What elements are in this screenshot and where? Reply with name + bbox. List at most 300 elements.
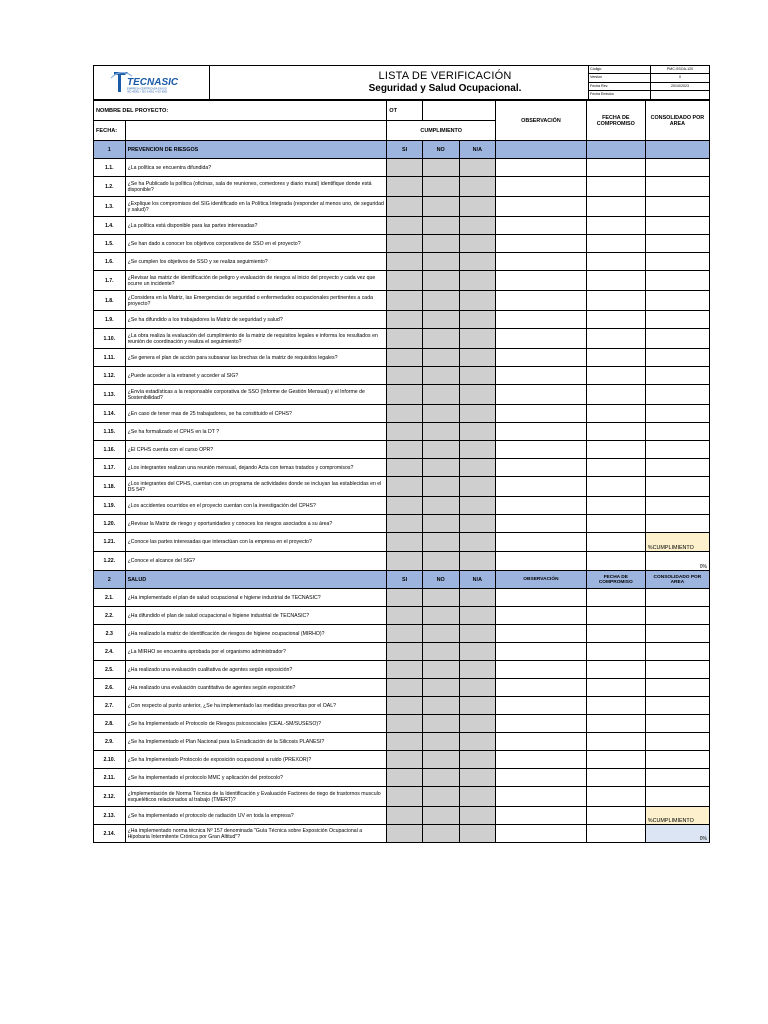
answer-si-cell[interactable] [387,769,423,787]
answer-si-cell[interactable] [387,679,423,697]
checklist-row [94,515,710,533]
checklist-row [94,825,710,843]
observation-cell[interactable] [496,253,587,271]
answer-no-cell[interactable] [422,177,459,197]
observation-cell[interactable] [496,405,587,423]
consolidated-cell [645,367,709,385]
item-number: 1.15. [94,423,126,441]
answer-na-cell[interactable] [459,329,496,349]
answer-si-cell[interactable] [387,697,423,715]
item-number: 2.3 [94,625,126,643]
item-question: ¿Ha realizado una evaluación cualitativa de agentes según exposición? [125,661,387,679]
answer-na-cell[interactable] [459,177,496,197]
section-header-row [94,141,710,159]
answer-no-cell[interactable] [422,515,459,533]
item-number: 2.8. [94,715,126,733]
answer-no-cell[interactable] [422,607,459,625]
answer-no-cell[interactable] [422,807,459,825]
answer-no-cell[interactable] [422,679,459,697]
section-title: SALUD [125,571,387,589]
consolidated-cell [645,271,709,291]
answer-na-cell[interactable] [459,385,496,405]
checklist-row [94,533,710,552]
answer-no-cell[interactable] [422,253,459,271]
commitment-date-cell[interactable] [586,441,645,459]
observation-cell[interactable] [496,311,587,329]
commitment-date-cell[interactable] [586,661,645,679]
commitment-date-cell[interactable] [586,497,645,515]
answer-si-cell[interactable] [387,515,423,533]
checklist-row [94,459,710,477]
answer-no-cell[interactable] [422,291,459,311]
commitment-date-cell[interactable] [586,177,645,197]
answer-na-cell[interactable] [459,515,496,533]
date-field[interactable] [125,121,387,141]
observation-cell[interactable] [496,807,587,825]
answer-si-cell[interactable] [387,385,423,405]
answer-na-cell[interactable] [459,197,496,217]
answer-si-cell[interactable] [387,715,423,733]
item-number: 1.1. [94,159,126,177]
ot-field[interactable] [422,101,495,121]
answer-no-cell[interactable] [422,715,459,733]
meta-row [588,91,709,99]
commitment-date-cell[interactable] [586,607,645,625]
answer-no-cell[interactable] [422,697,459,715]
answer-na-cell[interactable] [459,769,496,787]
meta-key: Código [589,66,651,73]
answer-si-cell[interactable] [387,405,423,423]
answer-si-cell[interactable] [387,253,423,271]
meta-row [588,83,709,91]
consolidated-cell [645,661,709,679]
observation-cell[interactable] [496,787,587,807]
answer-no-cell[interactable] [422,423,459,441]
observation-cell[interactable] [496,661,587,679]
checklist-row [94,807,710,825]
answer-si-cell[interactable] [387,235,423,253]
answer-no-cell[interactable] [422,197,459,217]
observation-cell[interactable] [496,217,587,235]
observation-cell[interactable] [496,367,587,385]
answer-no-cell[interactable] [422,769,459,787]
checklist-row [94,291,710,311]
answer-si-cell[interactable] [387,459,423,477]
consolidated-cell [645,751,709,769]
commitment-date-cell[interactable] [586,329,645,349]
item-question: ¿Se ha implementado el protocolo de radiación UV en toda la empresa? [125,807,387,825]
item-question: ¿Se genera el plan de acción para subsanar las brechas de la matriz de requisitos legales? [125,349,387,367]
answer-si-cell[interactable] [387,177,423,197]
consolidated-cell [645,235,709,253]
observation-header: OBSERVACIÓN [496,101,587,141]
compliance-percent-label: %CUMPLIMIENTO [645,807,709,825]
answer-na-cell[interactable] [459,643,496,661]
observation-cell[interactable] [496,385,587,405]
commitment-date-cell[interactable] [586,423,645,441]
consolidated-cell [645,349,709,367]
observation-cell[interactable] [496,497,587,515]
checklist-row [94,271,710,291]
answer-si-cell[interactable] [387,733,423,751]
observation-cell[interactable] [496,715,587,733]
consolidated-cell [645,159,709,177]
answer-si-cell[interactable] [387,807,423,825]
answer-na-cell[interactable] [459,589,496,607]
logo-sub1: EMPRESA CERTIFICADA EN ISO [127,87,167,91]
answer-si-cell[interactable] [387,625,423,643]
commitment-date-cell[interactable] [586,787,645,807]
answer-no-cell[interactable] [422,787,459,807]
observation-cell[interactable] [496,679,587,697]
answer-si-cell[interactable] [387,441,423,459]
section-title: PREVENCION DE RIESGOS [125,141,387,159]
answer-si-cell[interactable] [387,349,423,367]
observation-cell[interactable] [496,329,587,349]
answer-no-cell[interactable] [422,661,459,679]
commitment-date-cell[interactable] [586,197,645,217]
answer-na-cell[interactable] [459,625,496,643]
meta-key: Fecha Rev. [589,83,651,90]
commitment-date-cell[interactable] [586,643,645,661]
answer-no-cell[interactable] [422,477,459,497]
commitment-date-cell[interactable] [586,477,645,497]
answer-no-cell[interactable] [422,367,459,385]
answer-na-cell[interactable] [459,825,496,843]
item-question: ¿Revisar la Matriz de riesgo y oportunidades y conoces los riesgos asociados a su área? [125,515,387,533]
item-question: ¿Se ha formalizado el CPHS en la DT ? [125,423,387,441]
answer-si-cell[interactable] [387,477,423,497]
observation-cell[interactable] [496,515,587,533]
item-question: ¿Ha implementado norma técnica Nº 157 denominada "Guía Técnica sobre Exposición Ocupacional a Hipobaria Intermitente Crónica por Gran Altitud"? [125,825,387,843]
answer-no-cell[interactable] [422,643,459,661]
commitment-date-cell[interactable] [586,807,645,825]
commitment-date-cell[interactable] [586,625,645,643]
item-number: 1.5. [94,235,126,253]
document-header [93,65,710,100]
item-number: 1.18. [94,477,126,497]
answer-si-cell[interactable] [387,533,423,552]
answer-na-cell[interactable] [459,607,496,625]
item-question: ¿Se han dado a conocer los objetivos corporativos de SSO en el proyecto? [125,235,387,253]
item-question: ¿En caso de tener mas de 25 trabajadores, se ha constituido el CPHS? [125,405,387,423]
observation-cell[interactable] [496,291,587,311]
tecnasic-logo-icon [94,66,209,99]
commitment-date-cell[interactable] [586,385,645,405]
consolidated-cell [645,769,709,787]
answer-na-cell[interactable] [459,733,496,751]
checklist-row [94,235,710,253]
commitment-date-cell[interactable] [586,159,645,177]
answer-na-cell[interactable] [459,291,496,311]
item-number: 1.16. [94,441,126,459]
answer-na-cell[interactable] [459,423,496,441]
col-fecha: FECHA DE COMPROMISO [586,571,645,589]
answer-si-cell[interactable] [387,329,423,349]
consolidated-cell [645,715,709,733]
meta-value [651,91,709,99]
checklist-row [94,477,710,497]
document-meta [588,66,709,99]
answer-si-cell[interactable] [387,423,423,441]
answer-si-cell[interactable] [387,197,423,217]
observation-cell[interactable] [496,769,587,787]
item-number: 2.9. [94,733,126,751]
item-number: 1.14. [94,405,126,423]
answer-si-cell[interactable] [387,589,423,607]
answer-no-cell[interactable] [422,235,459,253]
item-question: ¿La política está disponible para las partes interesadas? [125,217,387,235]
answer-na-cell[interactable] [459,661,496,679]
answer-no-cell[interactable] [422,625,459,643]
answer-na-cell[interactable] [459,697,496,715]
consolidated-cell [645,515,709,533]
answer-na-cell[interactable] [459,751,496,769]
checklist-row [94,661,710,679]
answer-no-cell[interactable] [422,552,459,571]
observation-cell[interactable] [496,271,587,291]
item-number: 2.2. [94,607,126,625]
observation-cell[interactable] [496,607,587,625]
item-number: 2.11. [94,769,126,787]
commitment-date-cell[interactable] [586,715,645,733]
item-question: ¿Puede acceder a la extranet y acceder al SIG? [125,367,387,385]
checklist-row [94,769,710,787]
observation-cell[interactable] [496,552,587,571]
answer-si-cell[interactable] [387,217,423,235]
answer-no-cell[interactable] [422,533,459,552]
answer-si-cell[interactable] [387,825,423,843]
answer-no-cell[interactable] [422,733,459,751]
commitment-date-cell[interactable] [586,367,645,385]
consolidated-cell [645,253,709,271]
item-number: 2.10. [94,751,126,769]
answer-no-cell[interactable] [422,589,459,607]
observation-cell[interactable] [496,459,587,477]
consolidated-cell [645,311,709,329]
answer-no-cell[interactable] [422,385,459,405]
item-number: 1.3. [94,197,126,217]
observation-cell[interactable] [496,825,587,843]
compliance-percent-value: 0% [645,825,709,843]
item-question: ¿La política se encuentra difundida? [125,159,387,177]
item-number: 2.12. [94,787,126,807]
commitment-date-cell[interactable] [586,679,645,697]
col-na: N/A [459,571,496,589]
col-si: SI [387,141,423,159]
answer-no-cell[interactable] [422,329,459,349]
item-number: 2.5. [94,661,126,679]
answer-no-cell[interactable] [422,311,459,329]
observation-cell[interactable] [496,643,587,661]
answer-na-cell[interactable] [459,477,496,497]
answer-na-cell[interactable] [459,349,496,367]
observation-cell[interactable] [496,159,587,177]
checklist-row [94,497,710,515]
answer-si-cell[interactable] [387,661,423,679]
answer-no-cell[interactable] [422,497,459,515]
answer-na-cell[interactable] [459,807,496,825]
observation-cell[interactable] [496,751,587,769]
document-subtitle: Seguridad y Salud Ocupacional. [368,83,522,94]
checklist-row [94,441,710,459]
consolidated-cell [645,291,709,311]
answer-na-cell[interactable] [459,459,496,477]
item-question: ¿Explique los compromisos del SIG identificado en la Política Integrada (responder al menos uno, de seguridad y salud)? [125,197,387,217]
answer-na-cell[interactable] [459,715,496,733]
col-cons: CONSOLIDADO POR AREA [645,571,709,589]
answer-si-cell[interactable] [387,311,423,329]
consolidated-cell [645,607,709,625]
checklist-row [94,159,710,177]
checklist-row [94,423,710,441]
project-name-label: NOMBRE DEL PROYECTO: [94,101,387,121]
commitment-date-cell[interactable] [586,405,645,423]
answer-na-cell[interactable] [459,787,496,807]
observation-cell[interactable] [496,423,587,441]
checklist-sheet [93,65,710,843]
answer-no-cell[interactable] [422,159,459,177]
answer-si-cell[interactable] [387,271,423,291]
observation-cell[interactable] [496,177,587,197]
answer-no-cell[interactable] [422,349,459,367]
item-question: ¿El CPHS cuenta con el curso OPR? [125,441,387,459]
answer-na-cell[interactable] [459,533,496,552]
consolidated-cell [645,733,709,751]
answer-na-cell[interactable] [459,497,496,515]
answer-na-cell[interactable] [459,441,496,459]
item-number: 1.6. [94,253,126,271]
observation-cell[interactable] [496,349,587,367]
commitment-date-cell[interactable] [586,271,645,291]
col-na: N/A [459,141,496,159]
consolidated-cell [645,643,709,661]
item-question: ¿Se cumplen los objetivos de SSO y se realiza seguimiento? [125,253,387,271]
answer-na-cell[interactable] [459,679,496,697]
answer-no-cell[interactable] [422,271,459,291]
answer-na-cell[interactable] [459,217,496,235]
item-number: 1.21. [94,533,126,552]
answer-si-cell[interactable] [387,643,423,661]
item-question: ¿Los integrantes realizan una reunión mensual, dejando Acta con temas tratados y compromisos? [125,459,387,477]
commitment-date-cell[interactable] [586,311,645,329]
commitment-date-cell[interactable] [586,217,645,235]
answer-na-cell[interactable] [459,271,496,291]
item-question: ¿Se ha difundido a los trabajadores la Matriz de seguridad y salud? [125,311,387,329]
consolidated-cell [645,423,709,441]
item-number: 2.7. [94,697,126,715]
consolidated-header: CONSOLIDADO POR AREA [645,101,709,141]
commitment-date-cell[interactable] [586,751,645,769]
consolidated-cell [645,477,709,497]
answer-si-cell[interactable] [387,291,423,311]
commitment-date-cell[interactable] [586,552,645,571]
item-number: 1.9. [94,311,126,329]
answer-na-cell[interactable] [459,552,496,571]
answer-na-cell[interactable] [459,235,496,253]
consolidated-cell [645,217,709,235]
commitment-date-cell[interactable] [586,769,645,787]
consolidated-cell [645,405,709,423]
answer-si-cell[interactable] [387,159,423,177]
answer-si-cell[interactable] [387,787,423,807]
item-question: ¿Ha realizado la matriz de identificación de riesgos de higiene ocupacional (MIRHO)? [125,625,387,643]
answer-si-cell[interactable] [387,607,423,625]
item-question: ¿Se ha implementado el protocolo MMC y aplicación del protocolo? [125,769,387,787]
answer-no-cell[interactable] [422,751,459,769]
observation-cell[interactable] [496,589,587,607]
checklist-row [94,733,710,751]
consolidated-cell [645,697,709,715]
item-number: 1.10. [94,329,126,349]
commitment-date-cell[interactable] [586,515,645,533]
answer-si-cell[interactable] [387,751,423,769]
observation-cell[interactable] [496,533,587,552]
checklist-row [94,385,710,405]
item-question: ¿Los integrantes del CPHS, cuentan con un programa de actividades donde se incluyan las establecidas en el DS 54? [125,477,387,497]
item-question: ¿Considera en la Matriz, las Emergencias de seguridad o enfermedades ocupacionales pertinentes a cada proyecto? [125,291,387,311]
answer-no-cell[interactable] [422,825,459,843]
commitment-date-cell[interactable] [586,235,645,253]
observation-cell[interactable] [496,441,587,459]
observation-cell[interactable] [496,235,587,253]
commitment-date-cell[interactable] [586,733,645,751]
meta-value: 0 [679,75,681,80]
commitment-date-cell[interactable] [586,349,645,367]
commitment-date-cell[interactable] [586,589,645,607]
answer-no-cell[interactable] [422,405,459,423]
commitment-date-cell[interactable] [586,253,645,271]
commitment-date-cell[interactable] [586,533,645,552]
item-number: 2.6. [94,679,126,697]
commitment-date-cell[interactable] [586,459,645,477]
answer-si-cell[interactable] [387,367,423,385]
consolidated-cell [645,459,709,477]
meta-value: PMC-SSOA-120 [666,67,694,71]
answer-na-cell[interactable] [459,311,496,329]
meta-row [588,66,709,74]
item-number: 1.19. [94,497,126,515]
item-question: ¿Envía estadísticas a la responsable corporativa de SSO (Informe de Gestión Mensual) y el Informe de Sostenibilidad? [125,385,387,405]
answer-na-cell[interactable] [459,367,496,385]
document-title: LISTA DE VERIFICACIÓN [378,70,512,82]
section-number: 2 [94,571,126,589]
answer-no-cell[interactable] [422,459,459,477]
answer-na-cell[interactable] [459,405,496,423]
checklist-table [93,100,710,843]
item-number: 1.4. [94,217,126,235]
date-label: FECHA: [94,121,126,141]
observation-cell[interactable] [496,697,587,715]
commitment-date-cell[interactable] [586,697,645,715]
checklist-row [94,552,710,571]
answer-no-cell[interactable] [422,217,459,235]
answer-no-cell[interactable] [422,441,459,459]
observation-cell[interactable] [496,477,587,497]
answer-na-cell[interactable] [459,159,496,177]
commitment-date-cell[interactable] [586,291,645,311]
compliance-percent-value: 0% [645,552,709,571]
checklist-row [94,679,710,697]
answer-si-cell[interactable] [387,497,423,515]
observation-cell[interactable] [496,625,587,643]
item-question: ¿Se ha Implementado Protocolo de exposición ocupacional a ruido (PREXOR)? [125,751,387,769]
answer-si-cell[interactable] [387,552,423,571]
commitment-date-cell[interactable] [586,825,645,843]
observation-cell[interactable] [496,197,587,217]
observation-cell[interactable] [496,733,587,751]
answer-na-cell[interactable] [459,253,496,271]
